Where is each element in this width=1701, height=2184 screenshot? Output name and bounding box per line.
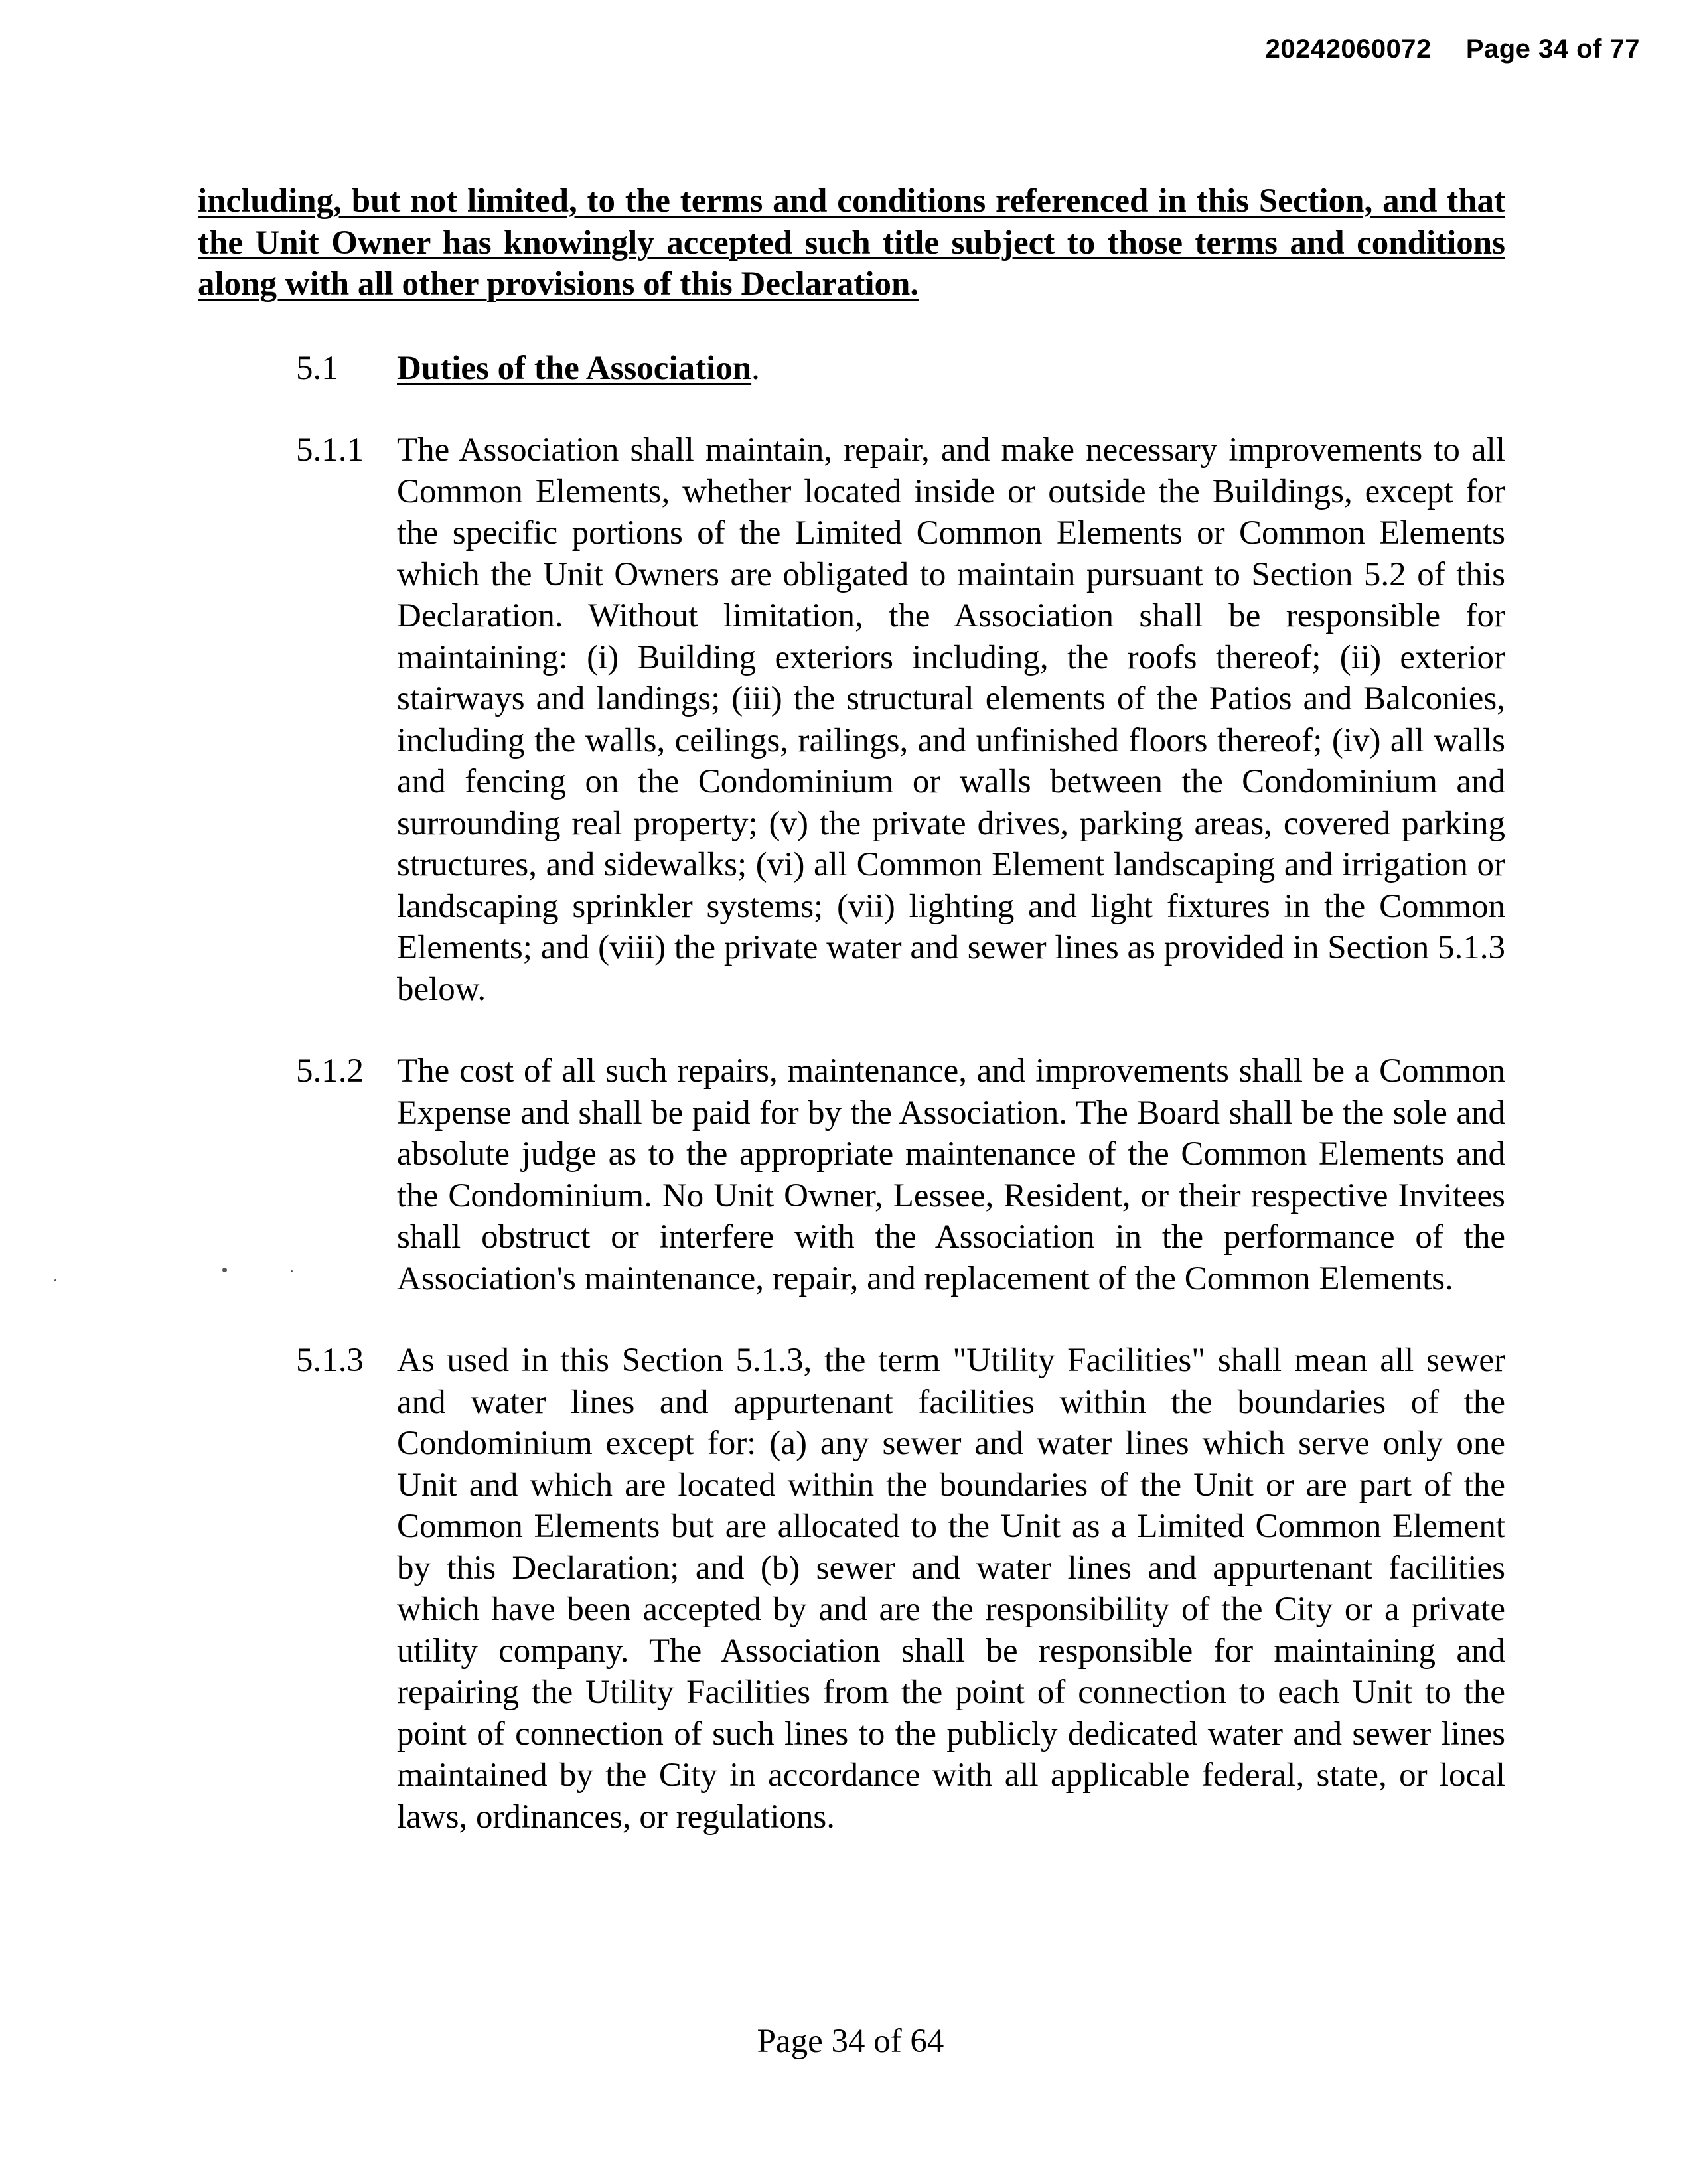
paragraph-text: As used in this Section 5.1.3, the term "Utility Facilities" shall mean all sewer and water lines and appurtenant facilities within the boundaries of the Condominium except for: (a) any sewer and water lines which serve only one Unit and which are located within the boundaries of the Unit or are part of the Common Elements but are allocated to the Unit as a Limited Common Element by this Declaration; and (b) sewer and water lines and appurtenant facilities which have been accepted by and are the responsibility of the City or a private utility company. The Association shall be responsible for maintaining and repairing the Utility Facilities from the point of connection to each Unit to the point of connection of such lines to the publicly dedicated water and sewer lines maintained by the City in accordance with all applicable federal, state, or local laws, ordinances, or regulations. [397,1342,1505,1836]
paragraph-text: The cost of all such repairs, maintenance, and improvements shall be a Common Expense and shall be paid for by the Association. The Board shall be the sole and absolute judge as to the appropriate maintenance of the Common Elements and the Condominium. No Unit Owner, Lessee, Resident, or their respective Invitees shall obstruct or interfere with the Association in the performance of the Association's maintenance, repair, and replacement of the Common Elements. [397,1053,1505,1297]
section-number: 5.1 [296,349,338,387]
section-heading [198,348,1505,390]
section-title-suffix: . [751,349,760,387]
paragraph-number: 5.1.3 [296,1342,364,1379]
paragraph-text: The Association shall maintain, repair, and make necessary improvements to all Common Elements, whether located inside or outside the Buildings, except for the specific portions of the Limited Common Elements or Common Elements which the Unit Owners are obligated to maintain pursuant to Section 5.2 of this Declaration. Without limitation, the Association shall be responsible for maintaining: (i) Building exteriors including, the roofs thereof; (ii) exterior stairways and landings; (iii) the structural elements of the Patios and Balconies, including the walls, ceilings, railings, and unfinished floors thereof; (iv) all walls and fencing on the Condominium or walls between the Condominium and surrounding real property; (v) the private drives, parking areas, covered parking structures, and sidewalks; (vi) all Common Element landscaping and irrigation or landscaping sprinkler systems; (vii) lighting and light fixtures in the Common Elements; and (viii) the private water and sewer lines as provided in Section 5.1.3 below. [397,431,1505,1008]
paragraph-5-1-1 [198,429,1505,1010]
section-title: Duties of the Association [397,349,752,387]
scan-speck [222,1268,227,1272]
recording-stamp [1266,35,1640,64]
paragraph-number: 5.1.2 [296,1053,364,1090]
document-body [198,181,1505,1838]
page-footer: Page 34 of 64 [757,2023,944,2060]
recording-page-label: Page 34 of 77 [1465,35,1640,64]
intro-paragraph: including, but not limited, to the terms and conditions referenced in this Section, and that the Unit Owner has knowingly accepted such title subject to those terms and conditions along with all other provisions of this Declaration. [198,182,1505,303]
document-number: 20242060072 [1265,35,1432,64]
paragraph-number: 5.1.1 [296,431,364,469]
scan-speck [291,1270,293,1272]
paragraph-5-1-2 [198,1051,1505,1299]
scan-speck [54,1279,56,1281]
paragraph-5-1-3 [198,1340,1505,1838]
